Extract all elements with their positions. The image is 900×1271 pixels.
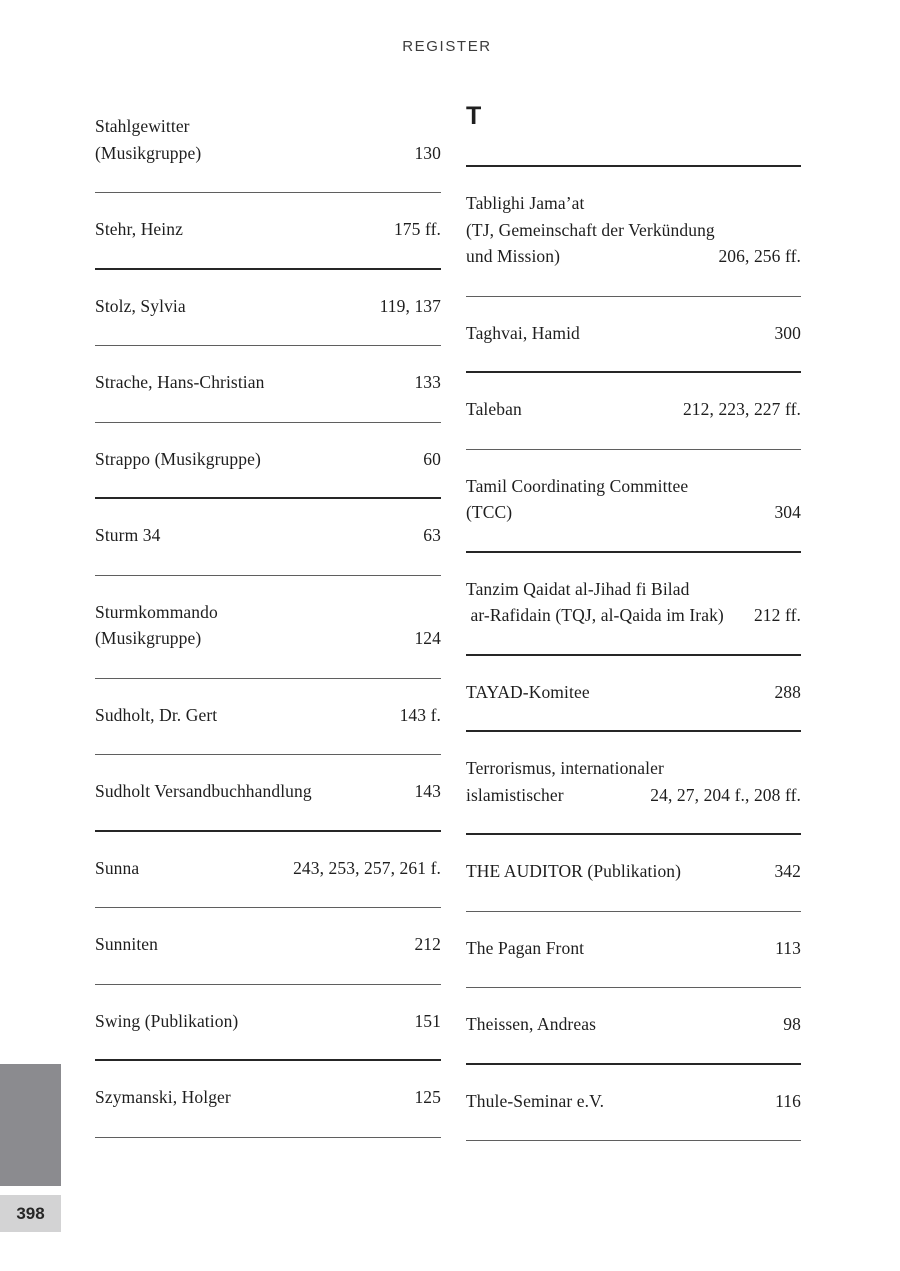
- entry-term-line: Terrorismus, internationaler: [466, 758, 664, 778]
- entry-pages: 300: [774, 322, 801, 343]
- index-entry: [95, 270, 441, 347]
- entry-row: [466, 396, 801, 423]
- sidebar-gray-block: [0, 1064, 61, 1186]
- entry-term-line: Tamil Coordinating Committee: [466, 475, 689, 496]
- entry-row: [95, 625, 441, 652]
- entry-row: [466, 679, 801, 706]
- entry-pages: 113: [775, 937, 801, 958]
- entry-row: [466, 935, 801, 962]
- entry-term: Theissen, Andreas: [466, 1014, 597, 1034]
- entry-pages: 124: [414, 628, 441, 648]
- entry-pages: 143: [414, 781, 441, 801]
- entry-row: [95, 446, 441, 473]
- entry-pages: 342: [774, 861, 801, 881]
- entry-term: (TCC): [466, 502, 513, 522]
- index-entry: [95, 499, 441, 576]
- entry-pages: 60: [423, 448, 441, 469]
- entry-pages: 212, 223, 227 ff.: [682, 399, 801, 419]
- entry-pages: 243, 253, 257, 261 f.: [293, 857, 441, 878]
- index-entry: [466, 297, 801, 374]
- page-header: REGISTER: [402, 38, 492, 55]
- entry-row: [95, 140, 441, 167]
- entry-pages: 63: [423, 525, 441, 545]
- entry-term: The Pagan Front: [466, 937, 585, 958]
- index-entry: [466, 656, 801, 733]
- index-entry: [466, 835, 801, 912]
- entry-term-line: Stahlgewitter: [95, 116, 190, 136]
- index-entry: [95, 679, 441, 756]
- entry-pages: 98: [783, 1014, 801, 1034]
- entry-row: [466, 320, 801, 347]
- entry-row: [95, 855, 441, 882]
- entry-row: [95, 778, 441, 805]
- entry-row: [95, 702, 441, 729]
- index-entry: [95, 423, 441, 500]
- entry-term: Strappo (Musikgruppe): [95, 448, 261, 469]
- entry-pages: 116: [775, 1090, 801, 1111]
- entry-term: und Mission): [466, 246, 561, 266]
- index-entry: [95, 90, 441, 193]
- entry-term: Sudholt Versandbuchhandlung: [95, 781, 312, 801]
- entry-term: Sunna: [95, 857, 140, 878]
- entry-pages: 206, 256 ff.: [718, 246, 801, 266]
- entry-row: [95, 522, 441, 549]
- index-entry: [466, 988, 801, 1065]
- entry-term: Sudholt, Dr. Gert: [95, 704, 218, 725]
- page-number: 398: [16, 1203, 45, 1223]
- index-entry: [95, 755, 441, 832]
- entry-pages: 125: [414, 1087, 441, 1107]
- index-entry: [466, 1065, 801, 1142]
- entry-pages: 151: [414, 1010, 441, 1031]
- index-entry: [466, 912, 801, 989]
- entry-term: (Musikgruppe): [95, 142, 202, 163]
- entry-row: [95, 369, 441, 396]
- entry-term: islamistischer: [466, 784, 564, 805]
- entry-row: [466, 243, 801, 270]
- entry-row: [466, 858, 801, 885]
- entry-row: [95, 293, 441, 320]
- index-entry: [466, 450, 801, 553]
- entry-term-line: Tanzim Qaidat al-Jihad fi Bilad: [466, 578, 690, 599]
- index-entry: [95, 908, 441, 985]
- entry-term: THE AUDITOR (Publikation): [466, 861, 682, 881]
- entry-term: Swing (Publikation): [95, 1010, 239, 1031]
- entry-row: [95, 931, 441, 958]
- index-column-right: [466, 90, 801, 1141]
- entry-term: (Musikgruppe): [95, 628, 202, 648]
- entry-pages: 133: [414, 372, 441, 392]
- entry-term: Strache, Hans-Christian: [95, 372, 265, 392]
- index-entry: [95, 576, 441, 679]
- entry-pages: 212: [414, 934, 441, 954]
- entry-pages: 119, 137: [379, 295, 441, 316]
- entry-row: [95, 216, 441, 243]
- entry-pages: 130: [414, 142, 441, 163]
- entry-pages: 143 f.: [399, 704, 441, 725]
- index-entry: [95, 346, 441, 423]
- entry-term: Sturm 34: [95, 525, 161, 545]
- entry-term: Szymanski, Holger: [95, 1087, 231, 1107]
- entry-term: ar-Rafidain (TQJ, al-Qaida im Irak): [466, 605, 724, 625]
- entry-pages: 175 ff.: [393, 219, 441, 239]
- entry-term-line: Tablighi Jama’at: [466, 193, 585, 213]
- entry-term: TAYAD-Komitee: [466, 681, 590, 702]
- entry-row: [466, 499, 801, 526]
- entry-row: [466, 782, 801, 809]
- entry-term-line: Sturmkommando: [95, 601, 218, 622]
- index-entry: [466, 553, 801, 656]
- entry-row: [466, 602, 801, 629]
- entry-term: Stolz, Sylvia: [95, 295, 186, 316]
- index-entry: [466, 167, 801, 297]
- index-entry: [466, 373, 801, 450]
- entry-row: [95, 1008, 441, 1035]
- index-entry: [95, 985, 441, 1062]
- entry-term: Thule-Seminar e.V.: [466, 1090, 605, 1111]
- index-column-left: [95, 90, 441, 1138]
- index-entry: [466, 732, 801, 835]
- entry-term: Stehr, Heinz: [95, 219, 183, 239]
- entry-row: [466, 1088, 801, 1115]
- page-number-badge: [0, 1195, 61, 1232]
- entry-pages: 24, 27, 204 f., 208 ff.: [650, 784, 801, 805]
- entry-row: [95, 1084, 441, 1111]
- entry-row: [466, 1011, 801, 1038]
- entry-term: Sunniten: [95, 934, 159, 954]
- index-entry: [95, 832, 441, 909]
- entry-term: Taghvai, Hamid: [466, 322, 580, 343]
- section-letter: T: [466, 102, 482, 130]
- entry-term-line: (TJ, Gemeinschaft der Verkündung: [466, 219, 715, 240]
- index-entry: [95, 193, 441, 270]
- section-letter-block: [466, 90, 801, 167]
- index-entry: [95, 1061, 441, 1138]
- entry-pages: 288: [774, 681, 801, 702]
- entry-pages: 304: [774, 502, 801, 522]
- entry-pages: 212 ff.: [753, 605, 801, 625]
- entry-term: Taleban: [466, 399, 522, 419]
